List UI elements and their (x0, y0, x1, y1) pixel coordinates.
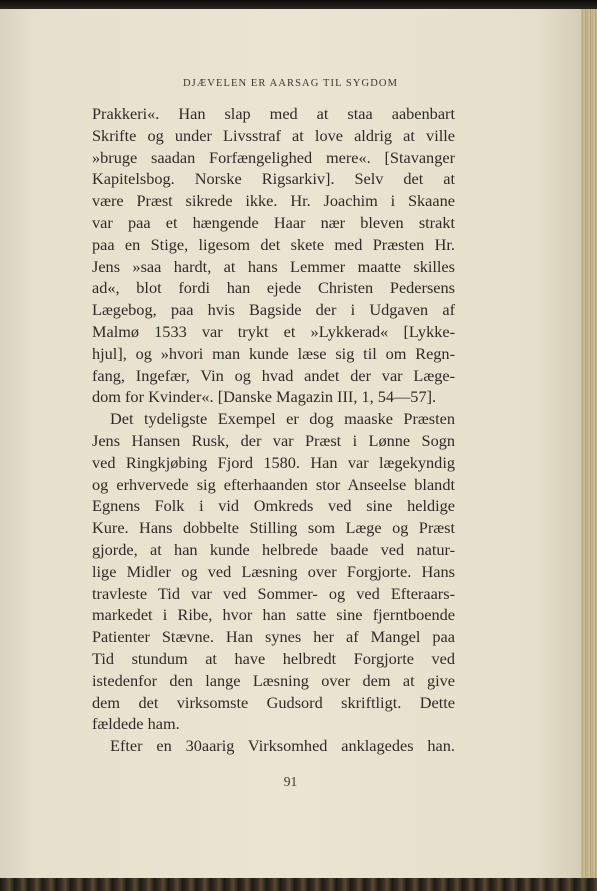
text-line: dem det virksomste Gudsord skriftligt. Dette (92, 692, 455, 712)
text-line: Kure. Hans dobbelte Stilling som Læge og Præst (92, 518, 455, 538)
text-line: ved Ringkjøbing Fjord 1580. Han var lægekyndig (92, 452, 455, 472)
text-line: dom for Kvinder«. [Danske Magazin III, 1, 54—57]. (92, 387, 437, 407)
body-text (92, 103, 455, 757)
text-line: lige Midler og ved Læsning over Forgjorte. Hans (92, 561, 455, 581)
text-line: gjorde, at han kunde helbrede baade ved natur- (92, 539, 455, 559)
text-line: »bruge saadan Forfængelighed mere«. [Stavanger (92, 147, 455, 167)
page-stack-edge (581, 9, 597, 878)
running-title: DJÆVELEN ER AARSAG TIL SYGDOM (182, 78, 399, 89)
text-line: Jens Hansen Rusk, der var Præst i Lønne Sogn (92, 430, 455, 450)
text-line: Prakkeri«. Han slap med at staa aabenbart (92, 104, 455, 123)
text-line: Tid stundum at have helbredt Forgjorte ved (92, 648, 455, 668)
text-line: Jens »saa hardt, at hans Lemmer maatte skilles (92, 256, 455, 276)
text-line: fang, Ingefær, Vin og hvad andet der var Læge- (92, 365, 455, 385)
text-line: var paa et hængende Haar nær bleven strakt (92, 212, 455, 232)
text-line: og erhvervede sig efterhaanden stor Anseelse blandt (92, 474, 455, 494)
text-line: Efter en 30aarig Virksomhed anklagedes han. (110, 736, 455, 756)
text-line: istedenfor den lange Læsning over dem at give (92, 670, 455, 690)
text-line: Patienter Stævne. Han synes her af Mangel paa (92, 627, 455, 647)
text-line: Egnens Folk i vid Omkreds ved sine heldige (92, 496, 455, 516)
text-line: travleste Tid var ved Sommer- og ved Efteraars- (92, 583, 455, 603)
text-line: Malmø 1533 var trykt et »Lykkerad« [Lykke- (92, 321, 455, 341)
text-line: paa en Stige, ligesom det skete med Præsten Hr. (92, 234, 455, 254)
text-line: hjul], og »hvori man kunde læse sig til om Regn- (92, 343, 455, 363)
text-line: fældede ham. (92, 714, 180, 734)
text-line: Det tydeligste Exempel er dog maaske Præsten (110, 409, 455, 429)
text-line: Kapitelsbog. Norske Rigsarkiv]. Selv det at (92, 169, 455, 189)
book-top-edge (0, 0, 597, 9)
page-number: 91 (283, 774, 298, 789)
text-line: ad«, blot fordi han ejede Christen Pedersens (92, 278, 455, 298)
text-line: være Præst sikrede ikke. Hr. Joachim i Skaane (92, 191, 455, 211)
book-bottom-edge (0, 878, 597, 891)
text-line: Lægebog, paa hvis Bagside der i Udgaven af (92, 300, 455, 320)
text-line: markedet i Ribe, hvor han satte sine fjerntboende (92, 605, 455, 625)
text-line: Skrifte og under Livsstraf at love aldrig at ville (92, 125, 455, 145)
